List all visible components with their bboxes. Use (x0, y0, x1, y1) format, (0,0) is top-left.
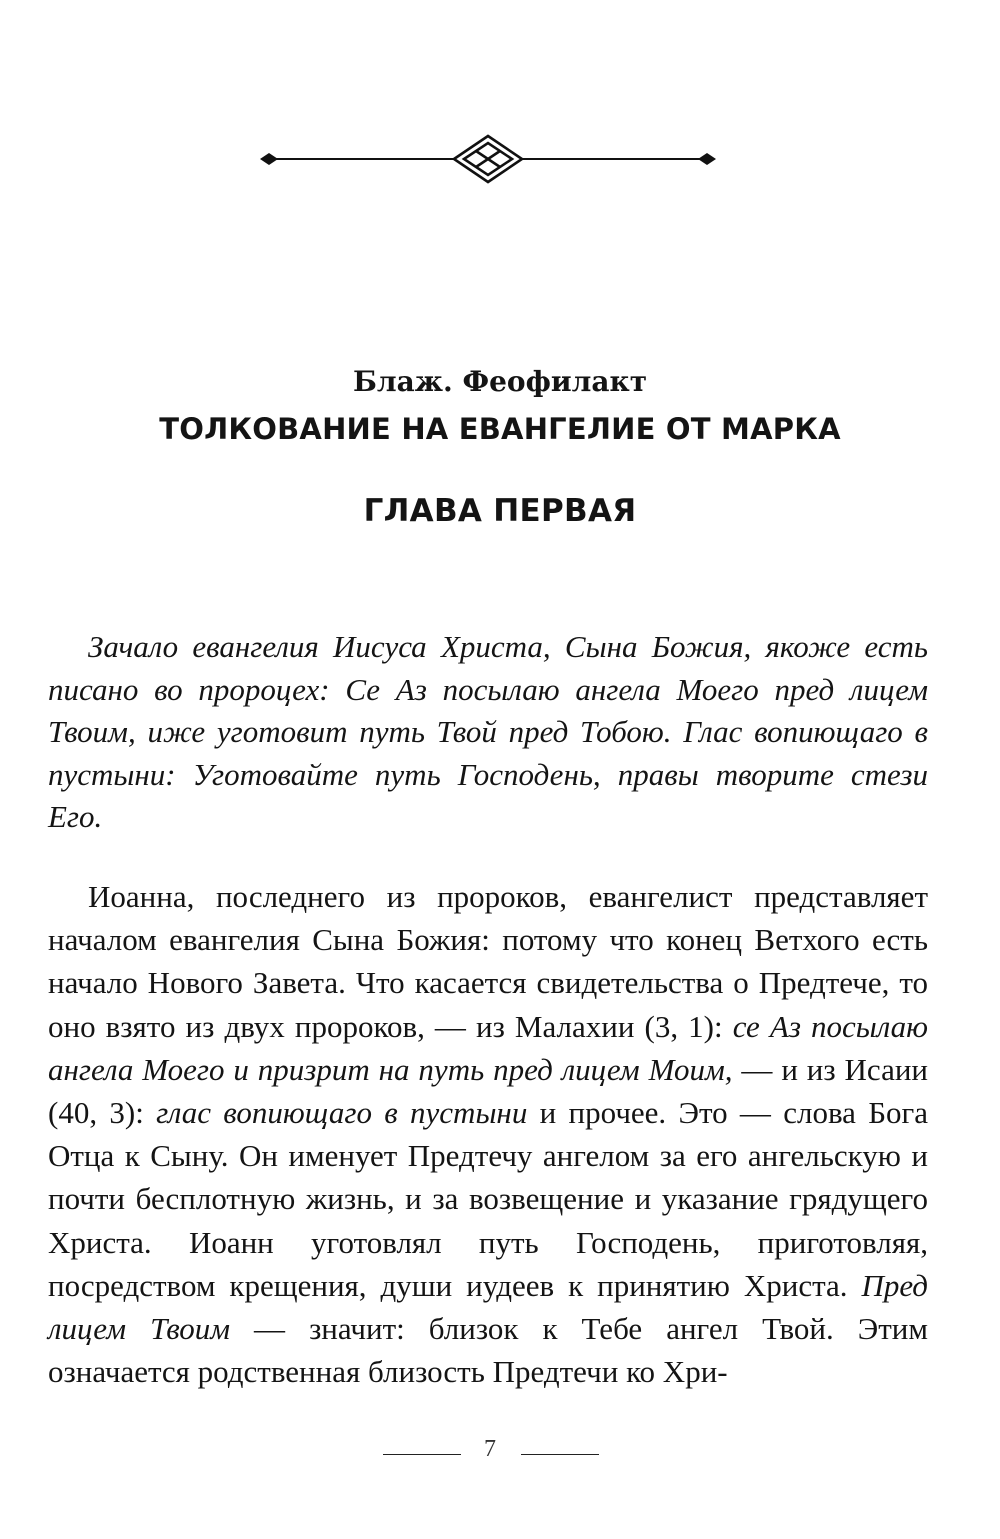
ornament-left-tip (260, 153, 278, 165)
commentary-text-4: — значит: близок к Тебе ангел Твой. Этим означается родственная близость Предтечи ко Хри- (48, 1311, 928, 1390)
ornament-right-tip (698, 153, 716, 165)
book-title: ТОЛКОВАНИЕ НА ЕВАНГЕЛИЕ ОТ МАРКА (159, 412, 841, 446)
footer-rule-right (521, 1454, 599, 1455)
commentary-paragraph (48, 875, 928, 1393)
commentary-text-1: Иоанна, последнего из пророков, евангелист представляет началом евангелия Сына Божия: потому что конец Ветхого есть начало Нового Завета. Что касается свидетельства о Предтече, то оно взято из двух пророков, — из Малахии (3, 1): (48, 879, 928, 1044)
commentary-quote-malachi: се Аз посылаю ангела Моего и призрит на путь пред лицем Моим, (48, 1008, 928, 1087)
scripture-passage: Зачало евангелия Иисуса Христа, Сына Божия, якоже есть писано во пророцех: Се Аз посылаю ангела Моего пред лицем Твоим, иже уготовит путь Твой пред Тобою. Глас вопиющаго в пустыни: Уготовайте путь Господень, правы творите стези Его. (48, 629, 928, 834)
commentary-text-3: и прочее. Это — слова Бога Отца к Сыну. Он именует Предтечу ангелом за его ангельскую и почти бесплотную жизнь, и за возвещение и указание грядущего Христа. Иоанн уготовлял путь Господень, приготовляя, посредством крещения, души иудеев к принятию Христа. (48, 1095, 929, 1303)
footer-rule-left (383, 1454, 461, 1455)
commentary-quote-isaiah: глас вопиющаго в пустыни (156, 1095, 528, 1131)
ornament-center-knot (454, 136, 522, 182)
page-footer (0, 1436, 1000, 1472)
author-heading: Блаж. Феофилакт (352, 365, 648, 398)
page-number: 7 (484, 1436, 496, 1462)
chapter-title: ГЛАВА ПЕРВАЯ (363, 493, 637, 529)
decorative-divider-ornament (258, 128, 718, 188)
commentary-quote-before-face: Пред лицем Твоим (48, 1267, 928, 1347)
commentary-text-2: — и из Исаии (40, 3): (48, 1051, 929, 1131)
